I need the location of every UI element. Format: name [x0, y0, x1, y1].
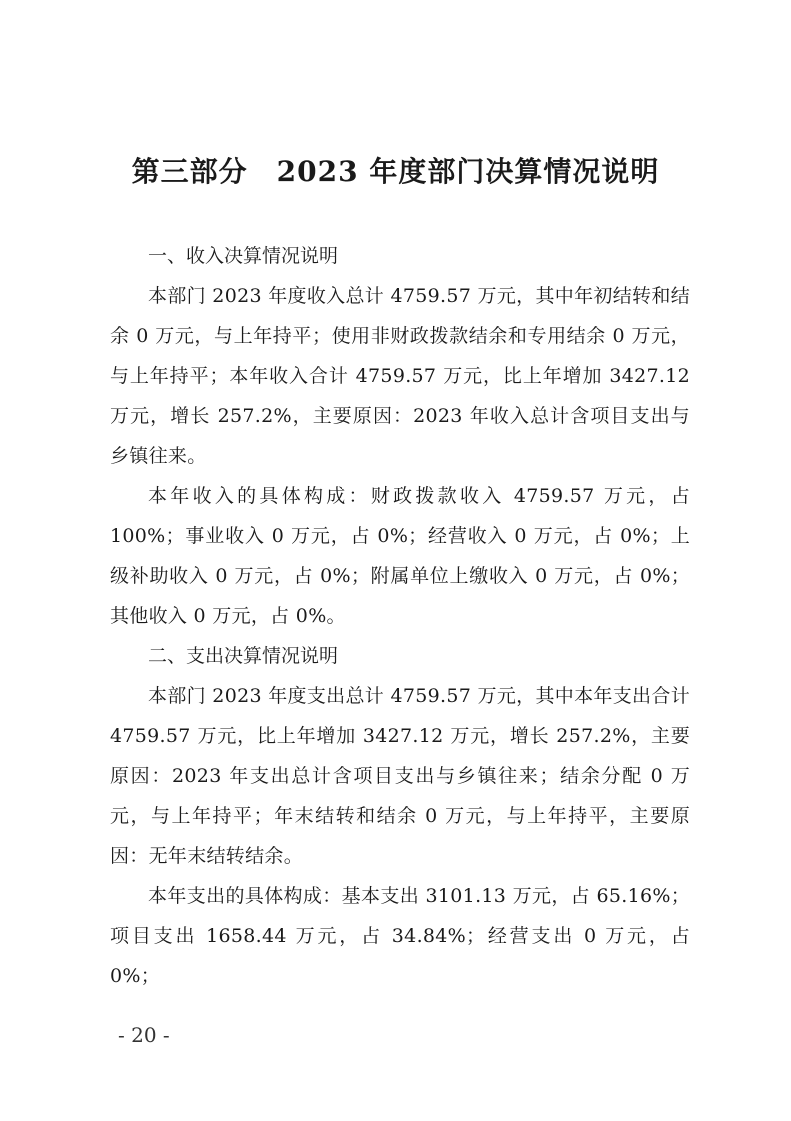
section-heading-income: 一、收入决算情况说明	[148, 245, 339, 267]
paragraph-expenditure-composition: 本年支出的具体构成：基本支出 3101.13 万元，占 65.16%；项目支出 1658.44 万元，占 34.84%；经营支出 0 万元，占 0%；	[110, 885, 690, 987]
section-heading-expenditure: 二、支出决算情况说明	[148, 645, 339, 667]
document-body	[110, 236, 690, 996]
paragraph-income-total: 本部门 2023 年度收入总计 4759.57 万元，其中年初结转和结余 0 万元，与上年持平；使用非财政拨款结余和专用结余 0 万元，与上年持平；本年收入合计 4759.57 万元，比上年增加 3427.12 万元，增长 257.2%，主要原因：2023 年收入总计含项目支出与乡镇往来。	[110, 285, 690, 467]
paragraph-expenditure-total: 本部门 2023 年度支出总计 4759.57 万元，其中本年支出合计 4759.57 万元，比上年增加 3427.12 万元，增长 257.2%，主要原因：2023 年支出总计含项目支出与乡镇往来；结余分配 0 万元，与上年持平；年末结转和结余 0 万元，与上年持平，主要原因：无年末结转结余。	[110, 685, 690, 867]
page-number: - 20 -	[118, 1023, 170, 1047]
page-title: 第三部分 2023 年度部门决算情况说明	[131, 155, 660, 188]
paragraph-income-composition: 本年收入的具体构成：财政拨款收入 4759.57 万元，占 100%；事业收入 0 万元，占 0%；经营收入 0 万元，占 0%；上级补助收入 0 万元，占 0%；附属单位上缴收入 0 万元，占 0%；其他收入 0 万元，占 0%。	[110, 485, 690, 627]
